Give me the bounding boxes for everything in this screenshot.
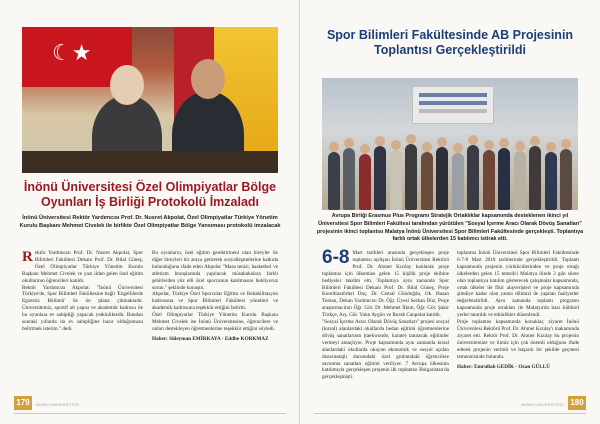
article-column-1 [322, 247, 449, 381]
page-number: 180 [568, 396, 586, 410]
paragraph: Bu oyunların, özel eğitim gerektirmeni olan bireyler ile diğer bireyleri bir araya getirerek sosyalleşmelerine katkıda bulunduğunu ifade eden Akpolat "Masa tenisi, basketbol ve atletizm branşlarında yapılacak müsabakalara farklı şehirlerden yüz elli özel sporcunun katılmasını bekliyoruz sorun." şeklinde konuştu. [152, 250, 278, 291]
page-number: 179 [14, 396, 32, 410]
author-credit: Haber: Süleyman EMİRKAYA - Eddbe KORKMAZ [152, 335, 269, 342]
paragraph: Mart tarihleri arasında gerçekleşen proje toplantısı açılışını İnönü Üniversitesi Rektörü Prof. Dr. Ahmet Kızılay katılarak proje toplantısı için ülkemize gelen 15 kişilik proje ekibine hediyeler takdim etti. Toplantıya aynı zamanda Spor Bilimleri Fakültesi Dekanı Prof. Dr. Bilal Güneş, Proje Koordinatörleri Doç. Dr. Cemal Gündoğdu, Ok. Hasan Toman, Dekan Yardımcısı Dr. Öğr. Üyesi Serkan Düz, Proje araştırmacıları Öğr. Gör. Dr. Mehmet İlkım, Öğr. Gör. Şakir Türkçe, Arş. Gör. Yalın Aygün ve Burak Canpolat katıldı. [322, 250, 449, 319]
paragraph: toplantısı İnönü Üniversitesi Spor Bilimleri Fakültesinde 6-7-8 Mart 2018 tarihlerinde gerçekleştirildi. Toplantı kapsamında projenin yürütücülerinden ve proje ortağı ülkelerden gelen 15 temsilci Malatya ilinde 3 gün süren olan toplantıya katılım gösterecek çalışmalar kapsamında, ortak ülkeler ile fikir alışverişleri ve proje kapsamında şimdiye kadar olan yanısı dilimizi de yapılan faaliyetler değerlendirildi. Aynı zamanda toplantı programı kapsamında proje ortakları ile Malatya'da bazı kültürel yerler tanıtıldı ve etkinlikler düzenlendi. [457, 250, 579, 319]
article-subtitle: İnönü Üniversitesi Rektör Yardımcısı Prof. Dr. Nusret Akpolat, Özel Olimpiyatlar Türkiye Yönetim Kurulu Başkanı Mehmet Civelek ile birlikte Özel Olimpiyatlar Bölge Yansıması protokolü imzalacak [19, 215, 281, 229]
author-credit: Haber: Emrullah GEDİK - Ozan GÜLLÜ [457, 363, 550, 370]
article-column-1 [22, 250, 143, 333]
group-photo [322, 78, 578, 210]
article-column-2 [457, 250, 579, 370]
footer-text: İNÖNÜ ÜNİVERSİTESİ [36, 403, 79, 407]
article-title: Spor Bilimleri Fakültesinde AB Projesinin Toplantısı Gerçekleştirildi [326, 28, 574, 57]
paragraph: Akpolat, Türkiye Özel Sporcular Eğitim ve Rehabilitasyon kadrosuna ve Spor Bilimleri Fakültesi yönetimi ve akademik kadrosuna teşekkür ettiğini belirtti. [152, 291, 278, 312]
paragraph: ektör Yardımcısı Prof. Dr. Nusret Akpolat, Spor Bilimleri Fakültesi Dekanı Prof. Dr. Bilal Güneş, Özel Olimpiyatlar Türkiye Yönetim Kurulu Başkanı Mehmet Civelek ve yazı ilden gelen özel eğitim okullarının öğrencileri katıldı. [22, 250, 143, 284]
article-column-2 [152, 250, 278, 343]
footer-rule [314, 413, 586, 414]
footer-rule [14, 413, 286, 414]
article-subtitle: Avrupa Birliği Erasmus Plus Programı Stratejik Ortaklıklar kapsamında desteklenen ikinci yıl Üniversitesi Spor Bilimleri Fakültesi tarafından yürütülen "Sosyal İçerme Aracı Olarak Dövüş Sanatları" projesinin ikinci toplantısı Malatya İnönü Üniversitesi Spor Bilimleri Fakültesinde gerçekleşti. Toplantıya farklı ortak ülkelerden 15 katılımcı istirak etti. [316, 213, 584, 243]
paragraph: Özel Olimpiyatlar Türkiye Yönetim Kurulu Başkanı Mehmet Civelek ise İnönü Üniversitesine, öğrencilere ve onları destekleyen öğretmenlerine teşekkür ettiğini söyledi. [152, 312, 278, 332]
signing-ceremony-photo [22, 27, 278, 173]
paragraph: Proje toplantısı kapsamında konuklar, ziyaret İnönü Üniversitesi Rektörü Prof. Dr. Ahmet Kızılay'ı makamında ziyaret etti. Rektör Prof. Dr. Ahmet Kızılay bu projenin üniversitemize ve ilimiz için çok önemli olduğunu ifade ederek projenin verimli ve başarılı bir şekilde geçmesi temennisinde bulundu. [457, 319, 579, 360]
article-title: İnönü Üniversitesi Özel Olimpiyatlar Bölge Oyunları İş Birliği Protokolü İmzaladı [23, 180, 277, 209]
paragraph: Rektör Yardımcısı Akpolat: "İnönü Üniversitesi Türkiye'de, Spor Bilimleri Fakültesine bağlı 'Engellilerde Egzersiz Bölümü' ile ön plana çıkmaktadır. Üniversitemiz, sportif alt yapısı ve akademik kadrosu ile bu oyunlara ev sahipliği yapacak yetkinliktedir. Bundan sonraki yıllarda da ev sahipliğine hazır olduğumuzu belirtmek isterim." dedi. [22, 284, 143, 332]
paragraph: "Sosyal İçerme Aracı Olarak Dövüş Sanatları" projesi sosyal (kırsal) alanlardaki okullarda bedan eğitimi öğretmenlerine dövüş sanatlarının (taekwondo, karate) tanıtacak eğitimler vermeyi amaçlıyor. Proje kapsamında aynı zamanda kırsal alanlardaki okullarda okuyan ekonomik ve sosyal açıdan dezavantajlı durumdaki özel grubundaki öğrencilere savunma sanatları eğitimi veriliyor. 7 Avrupa ülkesinin katılımıyla gerçekleşen projenin ilk toplantısı Bulgaristan'da gerçekleşmişti. [322, 319, 449, 381]
right-page [300, 0, 600, 424]
dropcap: 6-8 [322, 247, 350, 268]
footer-text: İNÖNÜ ÜNİVERSİTESİ [521, 403, 564, 407]
people-group [322, 118, 578, 210]
dropcap: R [22, 249, 33, 265]
desk [22, 151, 278, 173]
